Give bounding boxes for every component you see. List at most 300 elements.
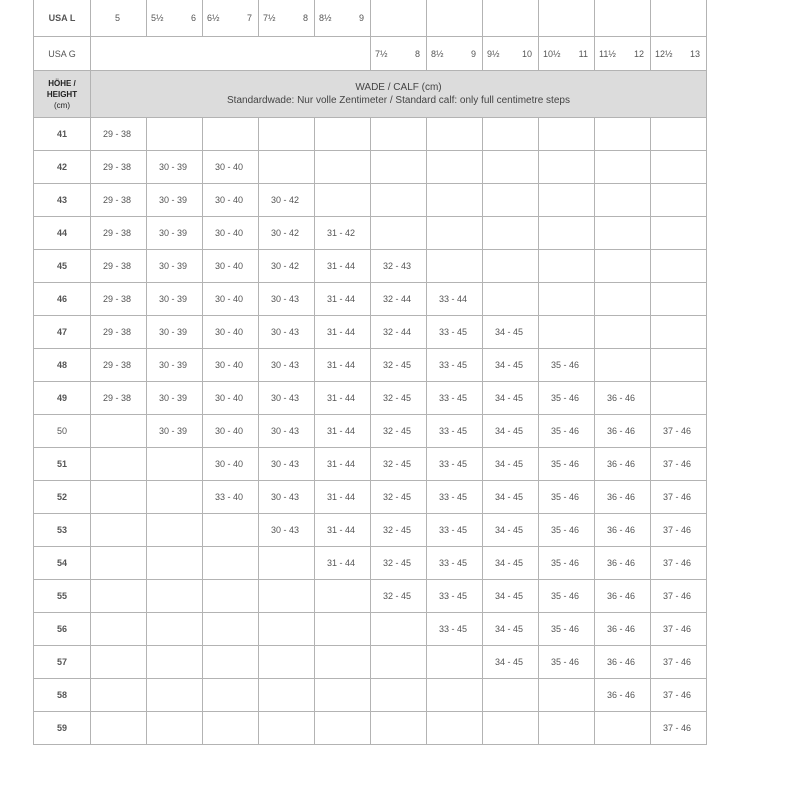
height-cell: 45 [34, 250, 91, 283]
usa-l-cell [427, 0, 483, 37]
table-row [34, 448, 707, 481]
calf-range-cell: 30 - 39 [147, 184, 203, 217]
calf-range-cell: 33 - 45 [427, 481, 483, 514]
calf-range-cell: 35 - 46 [539, 448, 595, 481]
usa-l-cell [371, 0, 427, 37]
calf-range-cell [203, 679, 259, 712]
calf-range-cell [595, 151, 651, 184]
calf-range-cell: 33 - 45 [427, 349, 483, 382]
calf-range-cell [371, 646, 427, 679]
calf-range-cell [91, 646, 147, 679]
calf-range-cell: 34 - 45 [483, 448, 539, 481]
calf-range-cell: 33 - 45 [427, 316, 483, 349]
height-cell: 54 [34, 547, 91, 580]
calf-range-cell [147, 547, 203, 580]
calf-range-cell: 30 - 43 [259, 316, 315, 349]
calf-range-cell: 30 - 39 [147, 217, 203, 250]
calf-range-cell [651, 250, 707, 283]
calf-range-cell: 30 - 40 [203, 349, 259, 382]
usa-l-cell [483, 0, 539, 37]
calf-range-cell [595, 283, 651, 316]
height-cell: 48 [34, 349, 91, 382]
calf-range-cell: 31 - 44 [315, 481, 371, 514]
calf-range-cell [595, 316, 651, 349]
calf-range-cell [427, 118, 483, 151]
usa-g-empty-span [91, 37, 371, 71]
calf-range-cell [91, 481, 147, 514]
height-header-line-1: HÖHE / [48, 78, 76, 88]
calf-range-cell: 35 - 46 [539, 646, 595, 679]
calf-range-cell: 30 - 40 [203, 382, 259, 415]
calf-range-cell: 31 - 44 [315, 382, 371, 415]
calf-range-cell: 31 - 44 [315, 448, 371, 481]
calf-range-cell: 37 - 46 [651, 580, 707, 613]
usa-g-cell-size-b: 9 [470, 48, 476, 59]
table-row [34, 217, 707, 250]
height-cell: 43 [34, 184, 91, 217]
calf-range-cell [203, 514, 259, 547]
calf-range-cell [91, 679, 147, 712]
calf-range-cell: 36 - 46 [595, 481, 651, 514]
calf-range-cell: 35 - 46 [539, 415, 595, 448]
usa-l-cell-size-a: 8½ [319, 13, 332, 23]
calf-range-cell: 30 - 43 [259, 481, 315, 514]
calf-range-cell: 30 - 39 [147, 415, 203, 448]
calf-range-cell: 35 - 46 [539, 547, 595, 580]
calf-range-cell [595, 118, 651, 151]
usa-l-cell-values [91, 13, 146, 23]
calf-range-cell [651, 283, 707, 316]
calf-range-cell [203, 580, 259, 613]
calf-range-cell [595, 250, 651, 283]
usa-l-cell [651, 0, 707, 37]
calf-range-cell [91, 580, 147, 613]
calf-range-cell [315, 184, 371, 217]
calf-range-cell [483, 184, 539, 217]
calf-range-cell [483, 712, 539, 745]
calf-range-cell [371, 613, 427, 646]
calf-range-cell [539, 712, 595, 745]
height-cell: 47 [34, 316, 91, 349]
calf-range-cell: 32 - 45 [371, 382, 427, 415]
height-cell: 42 [34, 151, 91, 184]
height-header-cell [34, 71, 91, 118]
height-cell: 53 [34, 514, 91, 547]
calf-range-cell [315, 613, 371, 646]
calf-range-cell [147, 646, 203, 679]
table-row [34, 349, 707, 382]
calf-range-cell: 34 - 45 [483, 382, 539, 415]
usa-g-cell-size-a: 10½ [543, 48, 561, 59]
calf-range-cell [315, 646, 371, 679]
calf-range-cell: 30 - 43 [259, 514, 315, 547]
usa-g-cell [483, 37, 539, 71]
calf-range-cell [539, 151, 595, 184]
calf-range-cell: 36 - 46 [595, 646, 651, 679]
calf-range-cell: 32 - 45 [371, 415, 427, 448]
table-row [34, 283, 707, 316]
usa-g-cell-size-a: 7½ [375, 48, 388, 59]
usa-l-cell-values [315, 13, 370, 23]
usa-l-cell-size-a: 5 [114, 13, 120, 23]
table-row [34, 679, 707, 712]
calf-range-cell [483, 118, 539, 151]
calf-range-cell: 34 - 45 [483, 613, 539, 646]
usa-l-cell [539, 0, 595, 37]
header-row [34, 71, 707, 118]
calf-range-cell: 30 - 39 [147, 349, 203, 382]
calf-range-cell [427, 250, 483, 283]
calf-range-cell [203, 547, 259, 580]
calf-range-cell: 30 - 40 [203, 184, 259, 217]
table-row [34, 712, 707, 745]
calf-range-cell: 30 - 40 [203, 250, 259, 283]
calf-range-cell: 30 - 40 [203, 415, 259, 448]
calf-range-cell [91, 415, 147, 448]
table-row [34, 547, 707, 580]
usa-l-row [34, 0, 707, 37]
calf-range-cell [539, 184, 595, 217]
calf-range-cell [259, 118, 315, 151]
table-row [34, 151, 707, 184]
calf-range-cell: 30 - 40 [203, 448, 259, 481]
calf-range-cell: 35 - 46 [539, 580, 595, 613]
calf-range-cell [483, 250, 539, 283]
calf-range-cell [203, 646, 259, 679]
usa-g-cell-size-b: 10 [521, 48, 532, 59]
calf-range-cell: 30 - 42 [259, 217, 315, 250]
usa-g-cell-size-b: 8 [414, 48, 420, 59]
calf-range-cell [91, 547, 147, 580]
calf-range-cell [259, 646, 315, 679]
usa-l-cell-size-a: 6½ [207, 13, 220, 23]
calf-range-cell: 35 - 46 [539, 382, 595, 415]
calf-range-cell: 36 - 46 [595, 679, 651, 712]
usa-g-cell [651, 37, 707, 71]
table-row [34, 646, 707, 679]
height-cell: 55 [34, 580, 91, 613]
calf-range-cell: 30 - 43 [259, 349, 315, 382]
usa-l-cell [203, 0, 259, 37]
calf-range-cell: 31 - 44 [315, 283, 371, 316]
calf-range-cell: 32 - 45 [371, 349, 427, 382]
calf-range-cell: 35 - 46 [539, 514, 595, 547]
calf-range-cell [539, 250, 595, 283]
calf-range-cell [259, 613, 315, 646]
calf-range-cell: 30 - 39 [147, 151, 203, 184]
calf-range-cell: 34 - 45 [483, 646, 539, 679]
calf-range-cell [147, 580, 203, 613]
height-cell: 52 [34, 481, 91, 514]
calf-range-cell: 29 - 38 [91, 250, 147, 283]
usa-l-cell [91, 0, 147, 37]
calf-range-cell: 34 - 45 [483, 481, 539, 514]
calf-range-cell: 31 - 44 [315, 250, 371, 283]
height-header-line-3: (cm) [54, 100, 70, 110]
calf-header-title: WADE / CALF (cm) [355, 82, 442, 93]
calf-range-cell [203, 613, 259, 646]
height-cell: 50 [34, 415, 91, 448]
calf-range-cell: 30 - 40 [203, 217, 259, 250]
calf-range-cell [371, 118, 427, 151]
calf-range-cell: 36 - 46 [595, 580, 651, 613]
size-chart-body [34, 0, 707, 745]
calf-range-cell: 34 - 45 [483, 547, 539, 580]
table-row [34, 118, 707, 151]
calf-header-cell [91, 71, 707, 118]
usa-l-cell-size-a: 5½ [151, 13, 164, 23]
calf-range-cell [91, 448, 147, 481]
calf-range-cell: 30 - 39 [147, 316, 203, 349]
calf-range-cell [427, 151, 483, 184]
calf-range-cell: 30 - 39 [147, 382, 203, 415]
calf-range-cell [259, 580, 315, 613]
calf-range-cell [427, 679, 483, 712]
calf-range-cell: 33 - 44 [427, 283, 483, 316]
calf-range-cell: 33 - 45 [427, 613, 483, 646]
calf-range-cell: 37 - 46 [651, 646, 707, 679]
calf-range-cell: 31 - 44 [315, 514, 371, 547]
height-cell: 49 [34, 382, 91, 415]
calf-range-cell: 35 - 46 [539, 349, 595, 382]
calf-range-cell: 33 - 45 [427, 382, 483, 415]
calf-range-cell [427, 184, 483, 217]
height-cell: 56 [34, 613, 91, 646]
usa-l-cell-values [259, 13, 314, 23]
calf-range-cell: 37 - 46 [651, 613, 707, 646]
usa-l-cell [147, 0, 203, 37]
calf-range-cell: 33 - 45 [427, 514, 483, 547]
calf-range-cell: 32 - 45 [371, 448, 427, 481]
calf-range-cell [203, 712, 259, 745]
calf-range-cell: 37 - 46 [651, 448, 707, 481]
calf-range-cell [651, 382, 707, 415]
usa-g-cell-size-a: 9½ [487, 48, 500, 59]
usa-g-cell [539, 37, 595, 71]
calf-range-cell [91, 613, 147, 646]
size-chart-table [33, 0, 707, 745]
calf-range-cell: 31 - 44 [315, 316, 371, 349]
height-cell: 57 [34, 646, 91, 679]
usa-l-cell-size-b: 8 [302, 13, 308, 23]
calf-range-cell: 36 - 46 [595, 613, 651, 646]
calf-range-cell: 34 - 45 [483, 580, 539, 613]
calf-range-cell: 33 - 45 [427, 448, 483, 481]
usa-g-row [34, 37, 707, 71]
usa-g-cell-size-b: 12 [633, 48, 644, 59]
calf-range-cell: 33 - 45 [427, 547, 483, 580]
height-cell: 59 [34, 712, 91, 745]
usa-l-cell-size-a: 7½ [263, 13, 276, 23]
calf-range-cell [147, 514, 203, 547]
calf-range-cell: 36 - 46 [595, 514, 651, 547]
calf-range-cell [483, 679, 539, 712]
calf-range-cell [651, 349, 707, 382]
calf-range-cell: 29 - 38 [91, 349, 147, 382]
calf-range-cell [539, 283, 595, 316]
usa-l-cell-size-b: 6 [190, 13, 196, 23]
calf-range-cell: 32 - 44 [371, 283, 427, 316]
calf-range-cell [651, 184, 707, 217]
calf-range-cell [147, 448, 203, 481]
calf-range-cell: 29 - 38 [91, 184, 147, 217]
calf-range-cell: 30 - 43 [259, 382, 315, 415]
height-cell: 46 [34, 283, 91, 316]
usa-g-cell-values [483, 49, 538, 59]
calf-range-cell: 32 - 45 [371, 514, 427, 547]
calf-range-cell [315, 712, 371, 745]
calf-range-cell: 37 - 46 [651, 481, 707, 514]
calf-range-cell: 37 - 46 [651, 547, 707, 580]
calf-range-cell: 37 - 46 [651, 712, 707, 745]
table-row [34, 580, 707, 613]
calf-range-cell: 36 - 46 [595, 415, 651, 448]
calf-range-cell [147, 118, 203, 151]
table-row [34, 382, 707, 415]
usa-g-cell-values [427, 49, 482, 59]
usa-l-cell [315, 0, 371, 37]
usa-g-cell-size-a: 8½ [431, 48, 444, 59]
calf-range-cell [651, 217, 707, 250]
calf-range-cell: 33 - 40 [203, 481, 259, 514]
calf-range-cell [539, 679, 595, 712]
calf-range-cell: 32 - 44 [371, 316, 427, 349]
calf-range-cell: 30 - 40 [203, 283, 259, 316]
usa-l-cell [595, 0, 651, 37]
calf-range-cell [371, 184, 427, 217]
calf-range-cell [483, 283, 539, 316]
table-row [34, 316, 707, 349]
calf-range-cell [595, 712, 651, 745]
calf-range-cell: 32 - 45 [371, 580, 427, 613]
usa-g-cell-size-a: 12½ [655, 48, 673, 59]
table-row [34, 250, 707, 283]
calf-range-cell: 36 - 46 [595, 448, 651, 481]
calf-range-cell [595, 184, 651, 217]
usa-g-cell-size-a: 11½ [599, 48, 616, 59]
usa-g-cell [427, 37, 483, 71]
calf-range-cell [539, 217, 595, 250]
calf-range-cell: 30 - 40 [203, 151, 259, 184]
calf-header-subtitle: Standardwade: Nur volle Zentimeter / Standard calf: only full centimetre steps [227, 95, 570, 106]
table-row [34, 514, 707, 547]
calf-range-cell [315, 118, 371, 151]
calf-range-cell [147, 679, 203, 712]
calf-range-cell [651, 316, 707, 349]
calf-range-cell: 30 - 43 [259, 415, 315, 448]
calf-range-cell: 37 - 46 [651, 514, 707, 547]
calf-range-cell: 32 - 45 [371, 547, 427, 580]
calf-range-cell: 29 - 38 [91, 118, 147, 151]
usa-g-cell-values [539, 49, 594, 59]
usa-l-label: USA L [34, 0, 91, 37]
calf-range-cell [147, 613, 203, 646]
calf-range-cell: 29 - 38 [91, 316, 147, 349]
calf-range-cell: 36 - 46 [595, 547, 651, 580]
calf-range-cell: 29 - 38 [91, 283, 147, 316]
calf-range-cell: 29 - 38 [91, 382, 147, 415]
usa-l-cell-size-b: 7 [246, 13, 252, 23]
calf-range-cell: 34 - 45 [483, 415, 539, 448]
height-header-line-2: HEIGHT [46, 89, 78, 99]
calf-range-cell: 35 - 46 [539, 481, 595, 514]
calf-range-cell [147, 481, 203, 514]
calf-range-cell [371, 712, 427, 745]
calf-range-cell [259, 547, 315, 580]
calf-range-cell [315, 580, 371, 613]
calf-range-cell: 32 - 43 [371, 250, 427, 283]
calf-range-cell: 35 - 46 [539, 613, 595, 646]
calf-range-cell: 30 - 42 [259, 250, 315, 283]
usa-l-cell [259, 0, 315, 37]
calf-range-cell: 33 - 45 [427, 415, 483, 448]
usa-l-cell-size-b: 9 [358, 13, 364, 23]
table-row [34, 613, 707, 646]
calf-range-cell: 31 - 44 [315, 547, 371, 580]
calf-range-cell: 37 - 46 [651, 415, 707, 448]
calf-range-cell: 30 - 39 [147, 283, 203, 316]
calf-range-cell [539, 118, 595, 151]
calf-range-cell: 36 - 46 [595, 382, 651, 415]
calf-range-cell [259, 679, 315, 712]
height-cell: 51 [34, 448, 91, 481]
calf-range-cell: 30 - 43 [259, 283, 315, 316]
table-row [34, 415, 707, 448]
calf-range-cell [259, 712, 315, 745]
calf-range-cell: 34 - 45 [483, 316, 539, 349]
height-cell: 44 [34, 217, 91, 250]
calf-range-cell [427, 646, 483, 679]
calf-range-cell [427, 217, 483, 250]
height-cell: 58 [34, 679, 91, 712]
calf-range-cell [651, 118, 707, 151]
calf-range-cell [315, 679, 371, 712]
calf-range-cell: 37 - 46 [651, 679, 707, 712]
calf-range-cell: 31 - 44 [315, 349, 371, 382]
table-row [34, 481, 707, 514]
table-row [34, 184, 707, 217]
calf-range-cell [203, 118, 259, 151]
calf-range-cell [595, 349, 651, 382]
calf-range-cell: 32 - 45 [371, 481, 427, 514]
calf-range-cell [259, 151, 315, 184]
calf-range-cell: 31 - 42 [315, 217, 371, 250]
calf-range-cell [595, 217, 651, 250]
usa-g-cell [371, 37, 427, 71]
calf-range-cell [483, 217, 539, 250]
calf-range-cell: 34 - 45 [483, 349, 539, 382]
calf-range-cell [91, 712, 147, 745]
usa-g-cell [595, 37, 651, 71]
calf-range-cell: 29 - 38 [91, 217, 147, 250]
calf-range-cell: 33 - 45 [427, 580, 483, 613]
calf-range-cell [371, 151, 427, 184]
calf-range-cell [539, 316, 595, 349]
calf-range-cell: 34 - 45 [483, 514, 539, 547]
usa-g-cell-values [371, 49, 426, 59]
calf-range-cell: 30 - 40 [203, 316, 259, 349]
calf-range-cell: 29 - 38 [91, 151, 147, 184]
calf-range-cell [91, 514, 147, 547]
calf-range-cell [371, 679, 427, 712]
calf-range-cell: 30 - 39 [147, 250, 203, 283]
height-cell: 41 [34, 118, 91, 151]
usa-g-cell-values [651, 49, 706, 59]
usa-g-cell-size-b: 11 [578, 48, 588, 59]
calf-range-cell: 31 - 44 [315, 415, 371, 448]
calf-range-cell: 30 - 42 [259, 184, 315, 217]
calf-range-cell [427, 712, 483, 745]
